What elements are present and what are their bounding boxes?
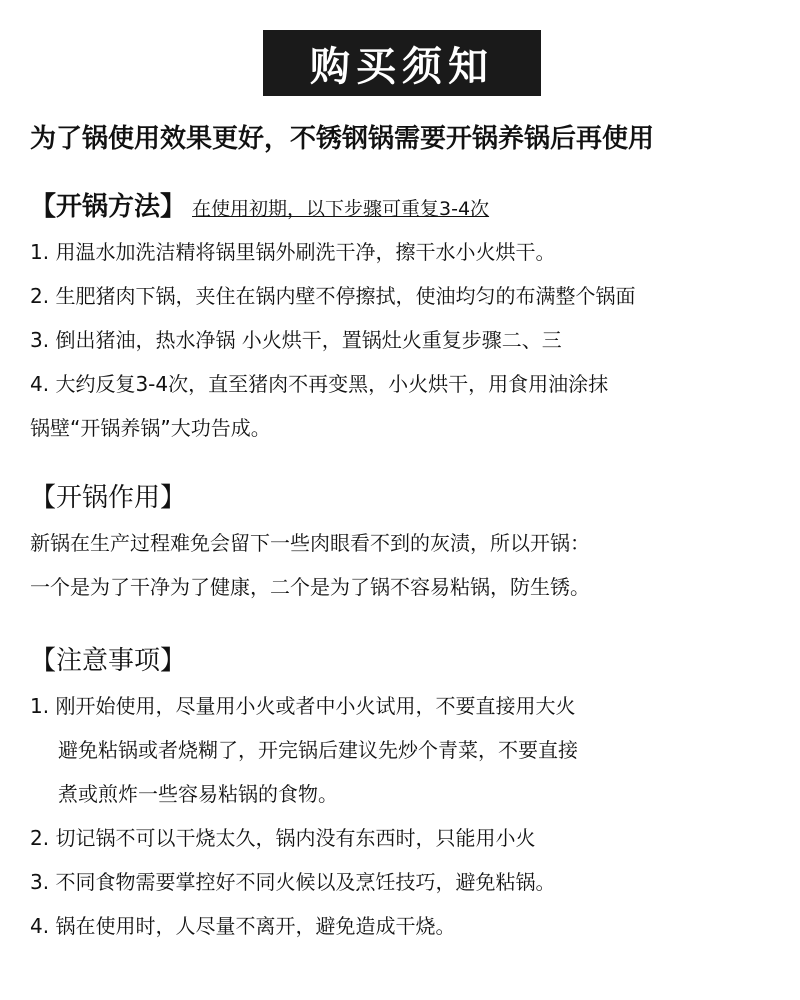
open-method-step-3: 3. 倒出猪油，热水净锅 小火烘干，置锅灶火重复步骤二、三	[30, 328, 562, 352]
subtitle: 为了锅使用效果更好，不锈钢锅需要开锅养锅后再使用	[30, 124, 655, 154]
notes-header	[30, 640, 790, 684]
open-method-heading: 【开锅方法】	[30, 192, 187, 222]
page-title: 购买须知	[263, 30, 541, 96]
open-purpose-line-2: 一个是为了干净为了健康，二个是为了锅不容易粘锅，防生锈。	[30, 575, 590, 599]
open-method-section	[30, 186, 790, 450]
open-method-step-2: 2. 生肥猪肉下锅，夹住在锅内壁不停擦拭，使油均匀的布满整个锅面	[30, 284, 636, 308]
notes-item-3: 3. 不同食物需要掌控好不同火候以及烹饪技巧，避免粘锅。	[30, 870, 556, 894]
open-purpose-header	[30, 477, 790, 521]
open-method-note: 在使用初期，以下步骤可重复3-4次	[192, 198, 490, 220]
notes-item-1-cont-2: 煮或煎炸一些容易粘锅的食物。	[58, 782, 338, 806]
notes-heading: 【注意事项】	[30, 646, 187, 676]
open-method-step-4-cont: 锅壁“开锅养锅”大功告成。	[30, 416, 271, 440]
open-purpose-heading: 【开锅作用】	[30, 483, 187, 513]
notes-item-1: 1. 刚开始使用，尽量用小火或者中小火试用，不要直接用大火	[30, 694, 576, 718]
notes-item-1-cont-1: 避免粘锅或者烧糊了，开完锅后建议先炒个青菜，不要直接	[58, 738, 578, 762]
notes-item-2: 2. 切记锅不可以干烧太久，锅内没有东西时，只能用小火	[30, 826, 536, 850]
open-purpose-section	[30, 477, 790, 609]
open-method-step-4: 4. 大约反复3-4次，直至猪肉不再变黑，小火烘干，用食用油涂抹	[30, 372, 609, 396]
notes-item-4: 4. 锅在使用时，人尽量不离开，避免造成干烧。	[30, 914, 456, 938]
open-method-header	[30, 186, 790, 230]
notes-section	[30, 640, 790, 948]
open-purpose-line-1: 新锅在生产过程难免会留下一些肉眼看不到的灰渍，所以开锅：	[30, 531, 590, 555]
open-method-step-1: 1. 用温水加洗洁精将锅里锅外刷洗干净，擦干水小火烘干。	[30, 240, 556, 264]
